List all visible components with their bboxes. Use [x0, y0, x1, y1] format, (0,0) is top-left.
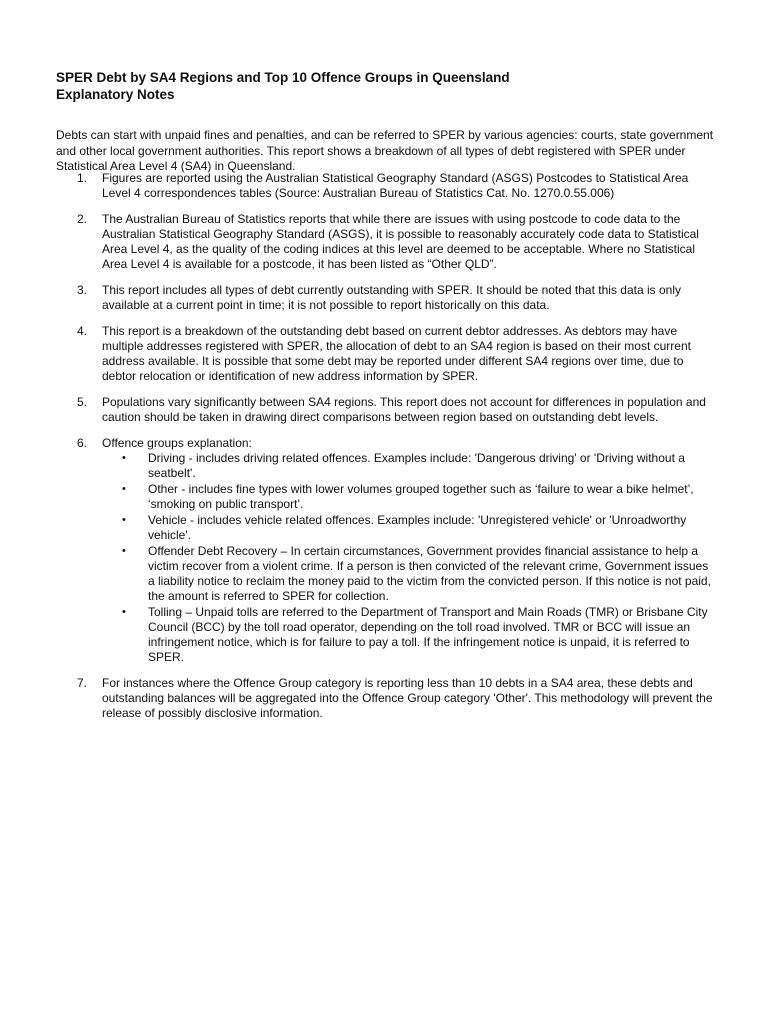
note-text: Figures are reported using the Australian Statistical Geography Standard (ASGS) Postcodes to Statistical Area Level 4 correspondences tables (Source: Australian Bureau of Statistics Cat. No. 1270.0.55.006): [102, 171, 689, 200]
bullet-icon: •: [122, 452, 126, 464]
bullet-icon: •: [122, 545, 126, 557]
note-text: For instances where the Offence Group category is reporting less than 10 debts in a SA4 area, these debts and outstanding balances will be aggregated into the Offence Group category 'Other'. This methodology will prevent the release of possibly disclosive information.: [102, 676, 713, 720]
note-text: Offence groups explanation:: [102, 436, 252, 450]
note-number: 1.: [77, 171, 88, 185]
note-number: 3.: [77, 283, 88, 297]
document-title: SPER Debt by SA4 Regions and Top 10 Offence Groups in Queensland: [56, 70, 510, 85]
note-number: 7.: [77, 676, 88, 690]
offence-group-item: [102, 605, 716, 665]
document-subtitle: Explanatory Notes: [56, 87, 175, 102]
note-item: [56, 676, 716, 721]
note-text: The Australian Bureau of Statistics reports that while there are issues with using postcode to code data to the Australian Statistical Geography Standard (ASGS), it is possible to reasonably accurately code data to Statistical Area Level 4, as the quality of the coding indices at this level are deemed to be acceptable. Where no Statistical Area Level 4 is available for a postcode, it has been listed as “Other QLD”.: [102, 212, 699, 271]
note-item: [56, 283, 716, 313]
offence-group-text: Other - includes fine types with lower volumes grouped together such as ‘failure to wear a bike helmet’, ‘smoking on public transport’.: [148, 482, 694, 511]
offence-group-list: [102, 451, 716, 665]
offence-group-item: [102, 544, 716, 604]
bullet-icon: •: [122, 514, 126, 526]
offence-group-text: Tolling – Unpaid tolls are referred to the Department of Transport and Main Roads (TMR) or Brisbane City Council (BCC) by the toll road operator, depending on the toll road involved. TMR or BCC will issue an infringement notice, which is for failure to pay a toll. If the infringement notice is unpaid, it is referred to SPER.: [148, 605, 708, 664]
note-item: [56, 395, 716, 425]
note-item: [56, 324, 716, 384]
note-item-offence-groups: [56, 436, 716, 665]
note-item: [56, 171, 716, 201]
note-number: 4.: [77, 324, 88, 338]
offence-group-item: [102, 451, 716, 481]
note-number: 6.: [77, 436, 88, 450]
intro-paragraph: Debts can start with unpaid fines and penalties, and can be referred to SPER by various agencies: courts, state government and other local government authorities. This report shows a breakdown of all types of debt registered with SPER under Statistical Area Level 4 (SA4) in Queensland.: [56, 128, 714, 173]
offence-group-item: [102, 513, 716, 543]
offence-group-text: Vehicle - includes vehicle related offences. Examples include: 'Unregistered vehicle' or 'Unroadworthy vehicle'.: [148, 513, 687, 542]
bullet-icon: •: [122, 606, 126, 618]
note-text: Populations vary significantly between SA4 regions. This report does not account for differences in population and caution should be taken in drawing direct comparisons between region based on outstanding debt levels.: [102, 395, 706, 424]
notes-list: [56, 171, 716, 732]
bullet-icon: •: [122, 483, 126, 495]
note-text: This report is a breakdown of the outstanding debt based on current debtor addresses. As debtors may have multiple addresses registered with SPER, the allocation of debt to an SA4 region is based on their most current address available. It is possible that some debt may be reported under different SA4 regions over time, due to debtor relocation or identification of new address information by SPER.: [102, 324, 691, 383]
offence-group-item: [102, 482, 716, 512]
note-item: [56, 212, 716, 272]
offence-group-text: Driving - includes driving related offences. Examples include: 'Dangerous driving' or 'Driving without a seatbelt'.: [148, 451, 685, 480]
note-number: 5.: [77, 395, 88, 409]
note-text: This report includes all types of debt currently outstanding with SPER. It should be noted that this data is only available at a current point in time; it is not possible to report historically on this data.: [102, 283, 681, 312]
title-block: [56, 69, 510, 103]
offence-group-text: Offender Debt Recovery – In certain circumstances, Government provides financial assistance to help a victim recover from a violent crime. If a person is then convicted of the relevant crime, Government issues a liability notice to reclaim the money paid to the victim from the convicted person. If this notice is not paid, the amount is referred to SPER for collection.: [148, 544, 711, 603]
note-number: 2.: [77, 212, 88, 226]
